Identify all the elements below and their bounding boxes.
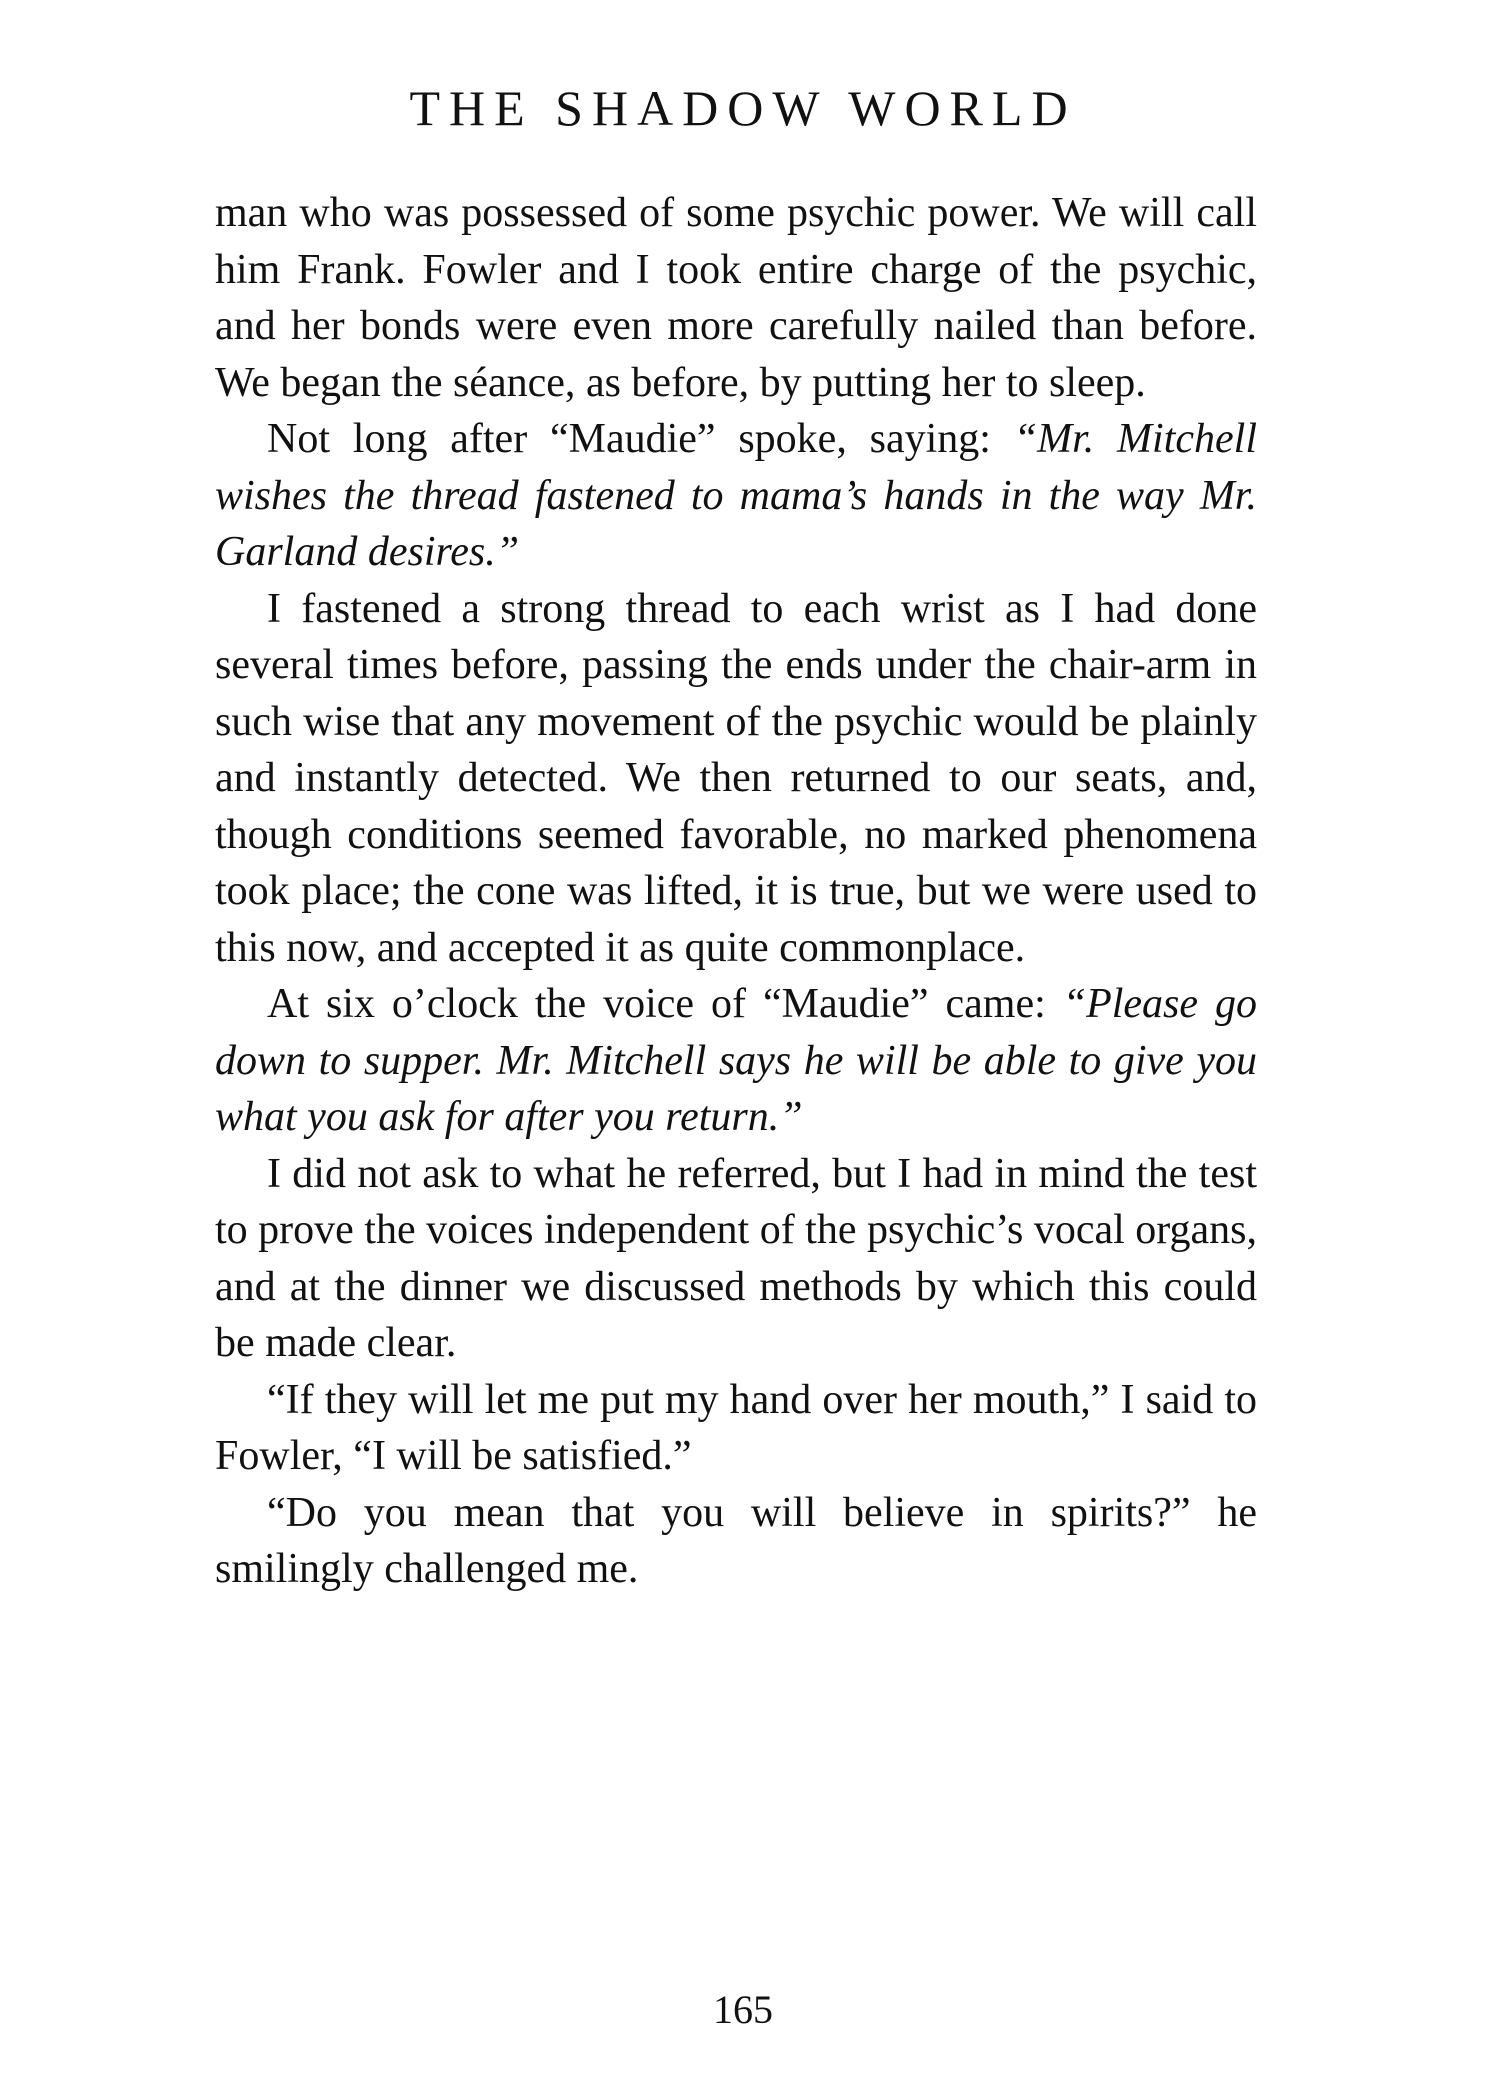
paragraph-1-line-5: as before, by putting her to sleep.	[585, 359, 1146, 406]
paragraph-4-quote: “Please go down to supper. Mr. Mitchell says he will be able to give you what you ask for after you return.”	[215, 981, 1258, 1140]
paragraph-2	[215, 411, 1257, 581]
running-head: THE SHADOW WORLD	[409, 80, 1077, 136]
paragraph-2-lead: Not long after “Maudie” spoke, saying:	[267, 416, 1014, 462]
paragraph-1-line-2: We will call him Frank. Fowler and I took entire	[215, 190, 1257, 293]
paragraph-2-quote: “Mr. Mitchell wishes the thread fastened to mama’s hands in the way Mr. Garland desires.”	[215, 416, 1258, 575]
page-number: 165	[713, 1987, 773, 2032]
paragraph-4	[215, 976, 1257, 1146]
paragraph-1-line-1: man who was possessed of some psychic power.	[215, 190, 1052, 236]
paragraph-4-lead: At six o’clock the voice of “Maudie” came:	[267, 981, 1063, 1027]
paragraph-5: I did not ask to what he referred, but I had in mind the test to prove the voices independent of the psychic’s vocal organs, and at the dinner we discussed methods by which this could be made clear.	[215, 1150, 1257, 1366]
paragraph-3: I fastened a strong thread to each wrist as I had done several times before, passing the ends under the chair-arm in such wise that any movement of the psychic would be plainly and instantly detected. We then returned to our seats, and, though conditions seemed favorable, no marked phenomena took place; the cone was lifted, it is true, but we were used to this now, and accepted it as quite commonplace.	[215, 585, 1257, 971]
paragraph-1	[215, 185, 1257, 411]
paragraph-1-line-4: carefully nailed than before. We began the séance,	[215, 303, 1257, 406]
paragraph-1-line-3: charge of the psychic, and her bonds were even more	[215, 246, 1257, 349]
paragraph-7: “Do you mean that you will believe in spirits?” he smilingly challenged me.	[215, 1489, 1257, 1592]
paragraph-6: “If they will let me put my hand over her mouth,” I said to Fowler, “I will be satisfied.”	[215, 1376, 1257, 1479]
body-text	[215, 185, 1257, 1598]
